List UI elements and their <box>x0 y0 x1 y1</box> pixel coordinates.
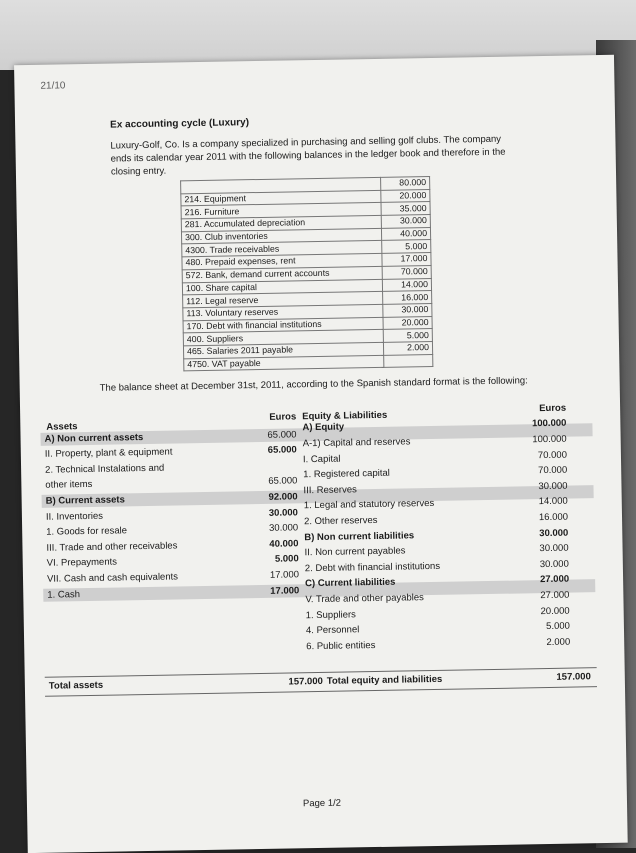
asset-value: 40.000 <box>269 538 299 550</box>
ledger-amount: 5.000 <box>383 329 432 343</box>
ledger-amount <box>384 354 433 368</box>
equity-title: Equity & Liabilities <box>302 409 388 423</box>
exercise-paragraph: Luxury-Golf, Co. Is a company specialized in purchasing and selling golf clubs. The company ends its calendar year 2011 with the following balances in the ledger book and therefore in the closing entry. <box>110 133 506 178</box>
liability-label: II. Non current payables <box>304 545 406 559</box>
asset-value: 65.000 <box>267 444 297 457</box>
asset-label: III. Trade and other receivables <box>46 540 178 554</box>
ledger-account: 100. Share capital <box>182 279 382 295</box>
totals-row <box>45 667 597 697</box>
ledger-amount: 35.000 <box>381 202 430 216</box>
liability-label: 1. Legal and statutory reserves <box>303 498 435 512</box>
liability-label: C) Current liabilities <box>305 577 396 590</box>
ledger-account: 300. Club inventories <box>181 228 381 244</box>
liability-label: 2. Other reserves <box>303 514 378 528</box>
liability-label: V. Trade and other payables <box>305 592 424 606</box>
liability-value: 16.000 <box>538 511 569 524</box>
liability-value: 14.000 <box>538 495 568 508</box>
ledger-account: 170. Debt with financial institutions <box>183 317 383 333</box>
liability-value: 2.000 <box>546 636 571 648</box>
ledger-table <box>180 176 433 372</box>
asset-label: II. Inventories <box>45 510 104 523</box>
asset-value <box>241 459 297 460</box>
liability-value: 30.000 <box>539 527 569 539</box>
liability-value: 30.000 <box>539 558 569 570</box>
asset-label: 2. Technical Instalations and <box>45 462 165 476</box>
ledger-account: 400. Suppliers <box>183 330 383 346</box>
ledger-amount: 2.000 <box>383 341 432 355</box>
total-equity-label: Total equity and liabilities <box>326 673 443 687</box>
asset-value: 5.000 <box>274 553 299 566</box>
liability-label: 2. Debt with financial institutions <box>304 560 441 574</box>
exercise-title: Ex accounting cycle (Luxury) <box>110 117 250 131</box>
ledger-account: 113. Voluntary reserves <box>183 304 383 320</box>
ledger-amount: 20.000 <box>381 189 430 203</box>
liability-label: B) Non current liabilities <box>304 529 415 543</box>
assets-title: Assets <box>46 421 78 433</box>
liability-label: III. Reserves <box>303 484 357 496</box>
ledger-amount: 5.000 <box>382 240 431 254</box>
asset-value: 17.000 <box>270 584 300 597</box>
total-equity-value: 157.000 <box>556 671 591 683</box>
asset-label: II. Property, plant & equipment <box>44 446 173 460</box>
ledger-account: 480. Prepaid expenses, rent <box>182 253 382 269</box>
liability-label: A) Equity <box>302 421 345 434</box>
liability-label: I. Capital <box>302 453 341 465</box>
asset-label: A) Non current assets <box>44 431 144 445</box>
handwritten-note: 21/10 <box>40 80 66 92</box>
ledger-amount: 80.000 <box>381 177 430 191</box>
asset-label: B) Current assets <box>45 494 125 507</box>
ledger-account: 216. Furniture <box>181 203 381 219</box>
asset-label: 1. Cash <box>47 588 81 601</box>
ledger-account: 4750. VAT payable <box>184 355 384 371</box>
liability-label: 1. Registered capital <box>303 467 390 481</box>
euros-right-header: Euros <box>539 402 567 415</box>
liability-value: 27.000 <box>540 589 570 602</box>
total-assets-label: Total assets <box>48 679 104 692</box>
asset-value: 30.000 <box>269 522 299 535</box>
ledger-account: 281. Accumulated depreciation <box>181 215 381 231</box>
asset-label: other items <box>45 479 93 492</box>
asset-label: VII. Cash and cash equivalents <box>46 571 179 585</box>
liability-value: 30.000 <box>539 542 569 555</box>
liability-value: 70.000 <box>538 464 568 477</box>
ledger-amount: 16.000 <box>383 291 432 305</box>
ledger-amount: 30.000 <box>383 303 432 317</box>
asset-value: 65.000 <box>268 475 298 488</box>
liability-label: A-1) Capital and reserves <box>302 436 411 450</box>
asset-value: 30.000 <box>268 506 298 519</box>
asset-value: 65.000 <box>267 428 297 441</box>
page-number: Page 1/2 <box>302 797 342 810</box>
ledger-amount: 20.000 <box>383 316 432 330</box>
ledger-account: 112. Legal reserve <box>183 292 383 308</box>
ledger-amount: 30.000 <box>381 215 430 229</box>
balance-sheet-intro: The balance sheet at December 31st, 2011, according to the Spanish standard format is the following: <box>99 375 528 394</box>
liability-label: 4. Personnel <box>305 624 360 637</box>
asset-label: 1. Goods for resale <box>46 525 128 538</box>
liability-label: 1. Suppliers <box>305 608 356 621</box>
liability-label: 6. Public entities <box>306 639 376 652</box>
euros-left-header: Euros <box>269 411 297 423</box>
document-page <box>14 55 628 853</box>
ledger-amount: 40.000 <box>381 227 430 241</box>
liability-value: 5.000 <box>546 620 571 633</box>
liability-value: 30.000 <box>538 480 568 492</box>
asset-value: 17.000 <box>269 569 300 581</box>
ledger-account: 214. Equipment <box>181 190 381 206</box>
asset-value: 92.000 <box>268 491 298 503</box>
liability-value: 100.000 <box>532 433 567 446</box>
ledger-amount: 70.000 <box>382 265 431 279</box>
ledger-account: 572. Bank, demand current accounts <box>182 266 382 282</box>
asset-label: VI. Prepayments <box>46 556 118 570</box>
total-assets-value: 157.000 <box>288 675 323 688</box>
ledger-amount: 17.000 <box>382 253 431 267</box>
ledger-amount: 14.000 <box>382 278 431 292</box>
liability-value: 70.000 <box>537 449 568 461</box>
liability-value: 20.000 <box>540 605 570 617</box>
liability-value: 100.000 <box>531 418 567 430</box>
liability-value: 27.000 <box>539 573 570 586</box>
ledger-account: 465. Salaries 2011 payable <box>183 342 383 358</box>
ledger-account: 4300. Trade receivables <box>182 241 382 257</box>
